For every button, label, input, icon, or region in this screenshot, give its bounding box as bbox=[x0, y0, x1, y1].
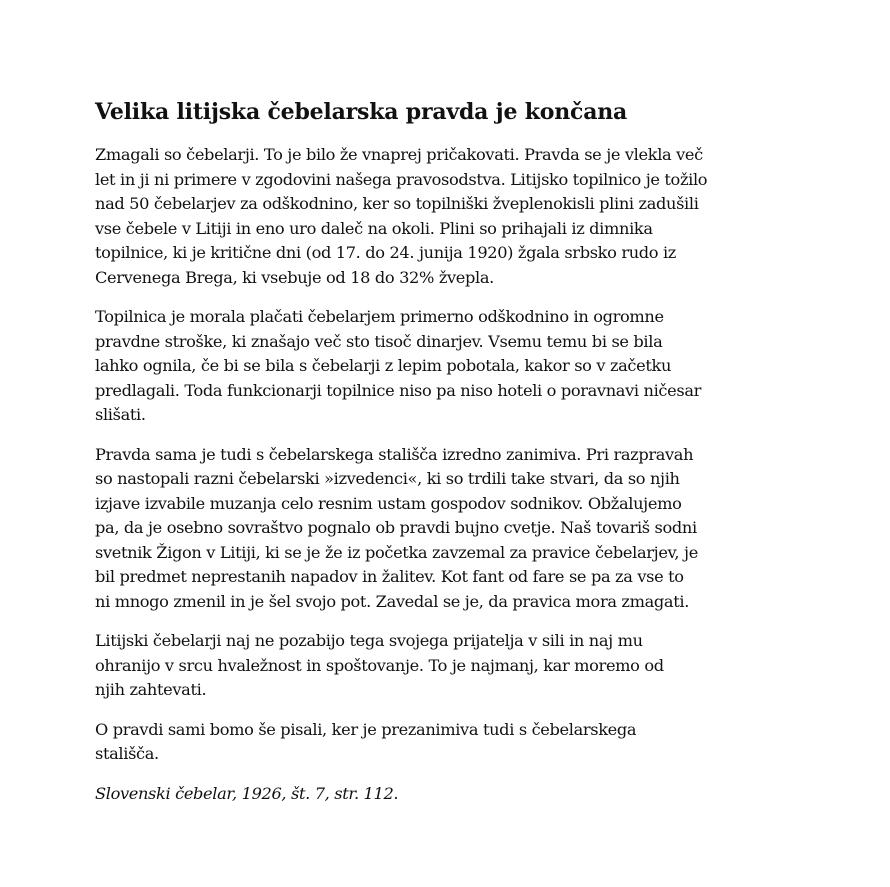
paragraph-line: stališča. bbox=[95, 744, 159, 763]
paragraph-3 bbox=[95, 443, 795, 615]
paragraph-1 bbox=[95, 143, 795, 290]
paragraph-line: Cervenega Brega, ki vsebuje od 18 do 32% žvepla. bbox=[95, 267, 494, 287]
paragraph-line: slišati. bbox=[95, 405, 146, 424]
paragraph-line: izjave izvabile muzanja celo resnim ustam gospodov sodnikov. Obžalujemo bbox=[95, 493, 682, 513]
document-page bbox=[95, 97, 795, 806]
paragraph-line: Zmagali so čebelarji. To je bilo že vnaprej pričakovati. Pravda se je vlekla več bbox=[95, 145, 703, 164]
document-title: Velika litijska čebelarska pravda je končana bbox=[95, 99, 628, 125]
paragraph-5 bbox=[95, 718, 795, 767]
paragraph-2 bbox=[95, 305, 795, 428]
paragraph-line: pa, da je osebno sovraštvo pognalo ob pravdi bujno cvetje. Naš tovariš sodni bbox=[95, 518, 697, 537]
paragraph-line: predlagali. Toda funkcionarji topilnice niso pa niso hoteli o poravnavi ničesar bbox=[95, 380, 702, 400]
paragraph-line: nad 50 čebelarjev za odškodnino, ker so topilniški žveplenokisli plini zadušili bbox=[95, 194, 699, 213]
paragraph-line: pravdne stroške, ki znašajo več sto tisoč dinarjev. Vsemu temu bi se bila bbox=[95, 331, 663, 351]
paragraph-line: let in ji ni primere v zgodovini našega pravosodstva. Litijsko topilnico je tožilo bbox=[95, 169, 708, 189]
paragraph-line: bil predmet neprestanih napadov in žalitev. Kot fant od fare se pa za vse to bbox=[95, 567, 684, 586]
source-citation: Slovenski čebelar, 1926, št. 7, str. 112. bbox=[95, 783, 399, 803]
paragraph-line: so nastopali razni čebelarski »izvedenci«, ki so trdili take stvari, da so njih bbox=[95, 469, 680, 488]
paragraph-4 bbox=[95, 629, 795, 703]
paragraph-line: O pravdi sami bomo še pisali, ker je prezanimiva tudi s čebelarskega bbox=[95, 719, 637, 739]
paragraph-line: svetnik Žigon v Litiji, ki se je že iz početka zavzemal za pravice čebelarjev, je bbox=[95, 542, 698, 562]
paragraph-line: Litijski čebelarji naj ne pozabijo tega svojega prijatelja v sili in naj mu bbox=[95, 631, 643, 650]
paragraph-line: ohranijo v srcu hvaležnost in spoštovanje. To je najmanj, kar moremo od bbox=[95, 655, 664, 675]
paragraph-line: lahko ognila, če bi se bila s čebelarji z lepim pobotala, kakor so v začetku bbox=[95, 356, 672, 375]
paragraph-line: ni mnogo zmenil in je šel svojo pot. Zavedal se je, da pravica mora zmagati. bbox=[95, 591, 689, 611]
paragraph-line: Pravda sama je tudi s čebelarskega stališča izredno zanimiva. Pri razpravah bbox=[95, 444, 694, 464]
paragraph-line: njih zahtevati. bbox=[95, 680, 207, 699]
paragraph-line: topilnice, ki je kritične dni (od 17. do 24. junija 1920) žgala srbsko rudo iz bbox=[95, 243, 676, 262]
paragraph-line: vse čebele v Litiji in eno uro daleč na okoli. Plini so prihajali iz dimnika bbox=[95, 218, 653, 238]
paragraph-line: Topilnica je morala plačati čebelarjem primerno odškodnino in ogromne bbox=[95, 307, 664, 326]
